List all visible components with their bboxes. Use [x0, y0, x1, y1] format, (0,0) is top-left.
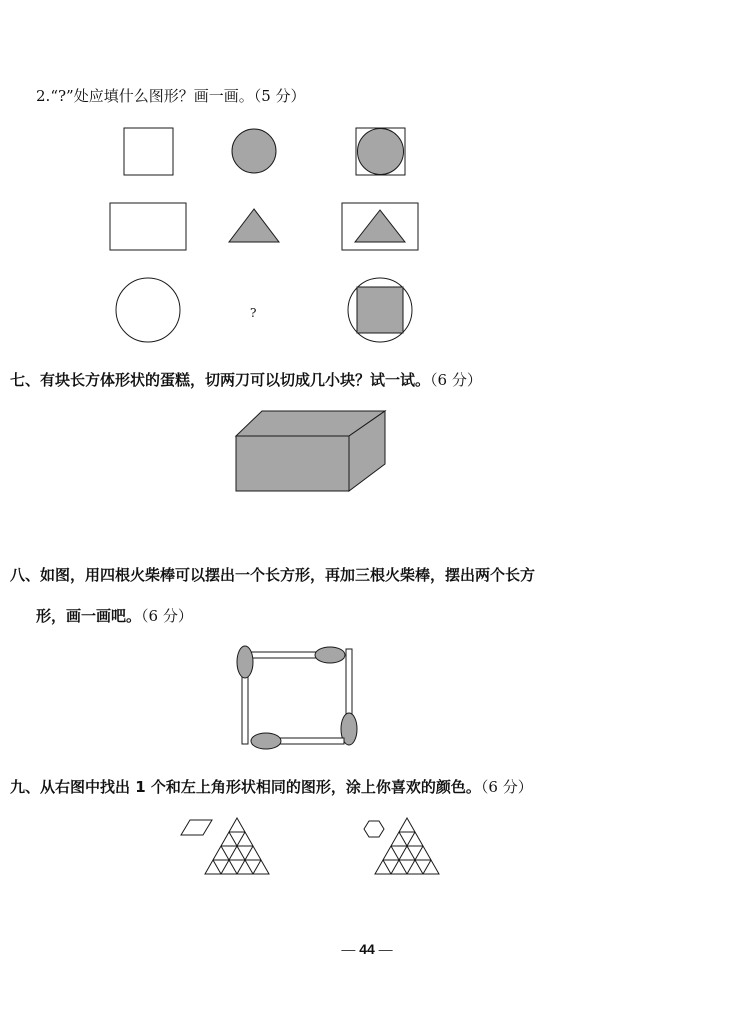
question-7-text: 有块长方体形状的蛋糕，切两刀可以切成几小块？试一试。: [40, 371, 431, 389]
q2-circle-in-square: [358, 129, 404, 175]
question-9-number: 九、: [10, 778, 41, 796]
page-number-dash-right: —: [378, 941, 393, 957]
page-number-dash-left: —: [341, 941, 356, 957]
q2-gray-circle: [232, 129, 276, 173]
matchstick-head-top: [315, 647, 345, 663]
q2-question-mark: ?: [250, 306, 257, 320]
q2-rectangle: [110, 203, 186, 250]
q2-triangle-in-rectangle: [355, 210, 405, 242]
question-2-text: “?”处应填什么图形？画一画。: [50, 87, 254, 105]
question-8-score: （6 分）: [141, 607, 193, 625]
q2-square-in-circle: [357, 287, 403, 333]
q2-circle: [116, 278, 180, 342]
question-8-text-line1: 如图，用四根火柴棒可以摆出一个长方形，再加三根火柴棒，摆出两个长方: [40, 566, 536, 584]
matchstick-rectangle: [237, 646, 357, 749]
cuboid-cake: [236, 411, 385, 491]
question-2-number: 2.: [36, 87, 51, 105]
question-7-score: （6 分）: [430, 371, 482, 389]
rhombus-shape-icon: [181, 820, 212, 835]
question-9-score: （6 分）: [480, 778, 533, 796]
q2-gray-triangle: [229, 209, 279, 242]
question-7-number: 七、: [10, 371, 41, 389]
page-number: [0, 941, 734, 957]
triangle-grid-left: [205, 818, 269, 874]
triangle-grid-right: [375, 818, 439, 874]
page-number-value: 44: [359, 941, 375, 957]
question-8-number: 八、: [10, 566, 41, 584]
matchstick-head-bottom: [251, 733, 281, 749]
question-9-text: 从右图中找出 1 个和左上角形状相同的图形，涂上你喜欢的颜色。: [40, 778, 481, 796]
q2-square: [124, 128, 173, 175]
question-2-score: （5 分）: [253, 87, 306, 105]
question-8-text-line2: 形，画一画吧。: [36, 607, 142, 625]
matchstick-head-left: [237, 646, 253, 678]
hexagon-shape-icon: [364, 821, 384, 837]
